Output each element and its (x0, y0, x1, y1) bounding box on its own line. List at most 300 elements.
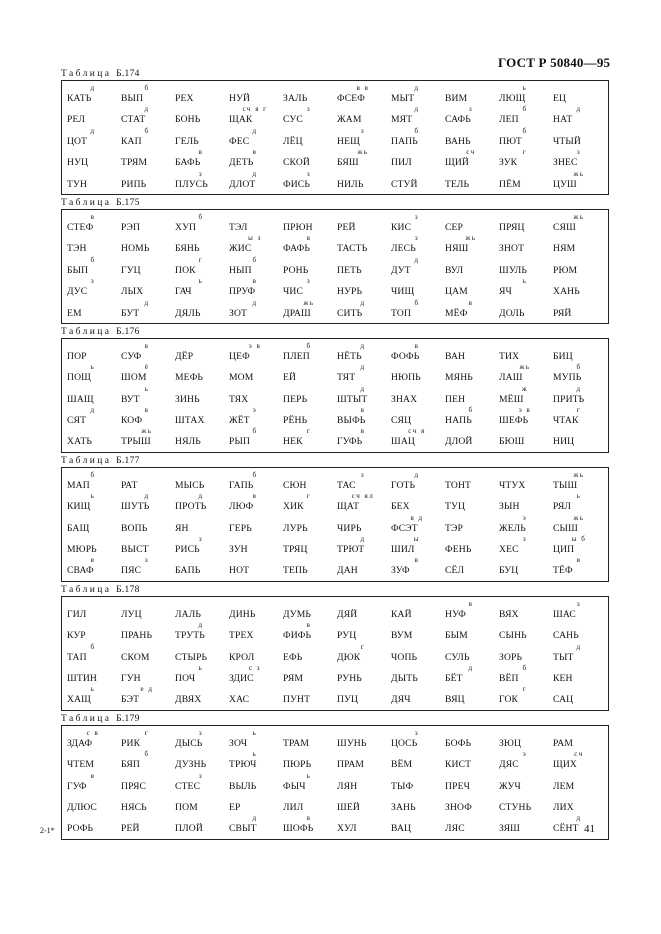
word-annotation: б (414, 126, 420, 135)
word-cell (228, 106, 282, 127)
word-text: ТЕПЬ (283, 565, 308, 577)
word-annotation: в (360, 427, 366, 436)
word-cell (174, 751, 228, 772)
table-row (66, 300, 604, 321)
word-cell (174, 128, 228, 149)
table-row (66, 235, 604, 256)
word-annotation: з (198, 169, 204, 178)
word-annotation (174, 364, 228, 371)
word-annotation: б (90, 470, 96, 479)
word-cell (552, 751, 606, 772)
word-annotation: жь (573, 470, 585, 479)
word-text: ТАСТЬ (337, 243, 368, 255)
table-row (66, 472, 604, 493)
word-text: ШАС (553, 608, 576, 620)
word-annotation (336, 601, 390, 608)
word-cell (174, 278, 228, 299)
word-annotation: в (360, 406, 366, 415)
word-annotation (552, 235, 606, 242)
word-annotation (174, 85, 228, 92)
word-annotation (66, 149, 120, 156)
word-text: НОМЬ (121, 243, 150, 255)
word-annotation: д (144, 298, 150, 307)
word-cell (282, 815, 336, 836)
word-annotation: г (306, 427, 312, 436)
word-text: НЁТЬ (337, 350, 362, 362)
word-annotation (336, 622, 390, 629)
word-annotation: б (522, 126, 528, 135)
word-annotation: в (468, 298, 474, 307)
word-annotation (552, 622, 606, 629)
word-cell (552, 773, 606, 794)
word-annotation: д (90, 406, 96, 415)
word-cell (498, 407, 552, 428)
word-cell (498, 665, 552, 686)
word-cell (444, 106, 498, 127)
word-cell (120, 794, 174, 815)
word-text: БАЩ (67, 522, 90, 534)
word-annotation: в (90, 771, 96, 780)
word-cell (228, 751, 282, 772)
word-annotation: в (306, 234, 312, 243)
word-text: ГЕРЬ (229, 522, 252, 534)
word-text: ЗУК (499, 157, 518, 169)
word-cell (336, 515, 390, 536)
word-annotation: д (414, 105, 420, 114)
word-text: ДУТ (391, 264, 411, 276)
word-text: ПЁМ (499, 178, 521, 190)
word-annotation: сч (466, 148, 476, 157)
word-text: МЮРЬ (67, 544, 97, 556)
word-text: НЫП (229, 264, 252, 276)
word-cell (390, 794, 444, 815)
word-text: КАП (121, 135, 142, 147)
word-table (61, 338, 609, 453)
word-annotation (444, 257, 498, 264)
word-annotation: ь (90, 492, 96, 501)
word-annotation (174, 515, 228, 522)
word-text: ЦУШ (553, 178, 577, 190)
word-text: ЗЮЦ (499, 737, 522, 749)
word-cell (336, 85, 390, 106)
word-text: ТЫТ (553, 651, 574, 663)
table-caption (61, 326, 609, 338)
word-annotation: д (360, 363, 366, 372)
word-text: НЮПЬ (391, 372, 421, 384)
word-text: ФАФЬ (283, 243, 310, 255)
word-text: ТЫФ (391, 780, 414, 792)
word-text: РЕХ (175, 93, 194, 104)
word-text: ГЕЛЬ (175, 135, 199, 147)
word-annotation: г (576, 406, 582, 415)
word-cell (66, 622, 120, 643)
word-cell (174, 665, 228, 686)
word-text: СКОМ (121, 651, 150, 663)
table-row (66, 257, 604, 278)
word-text: ГУЦ (121, 264, 141, 276)
word-cell (498, 128, 552, 149)
word-cell (444, 300, 498, 321)
word-text: ТРЯМ (121, 157, 148, 169)
word-annotation: д (576, 642, 582, 651)
word-annotation (282, 686, 336, 693)
word-table (61, 467, 609, 582)
table-row (66, 536, 604, 557)
word-cell (444, 85, 498, 106)
word-cell (174, 343, 228, 364)
word-annotation (552, 257, 606, 264)
table-caption (61, 68, 609, 80)
word-text: СТУНЬ (499, 801, 532, 813)
word-text: РОФЬ (67, 823, 94, 835)
word-cell (552, 601, 606, 622)
word-annotation (120, 622, 174, 629)
word-text: ЗУН (229, 544, 248, 556)
word-text: ШТАХ (175, 415, 205, 427)
word-annotation (174, 472, 228, 479)
word-annotation: в (144, 406, 150, 415)
word-text: ТРАМ (283, 737, 310, 749)
word-text: НАПЬ (445, 415, 472, 427)
word-cell (174, 428, 228, 449)
word-cell (336, 343, 390, 364)
word-annotation: з (198, 728, 204, 737)
word-annotation (552, 665, 606, 672)
word-text: МОМ (229, 372, 254, 384)
word-annotation (444, 644, 498, 651)
word-cell (552, 235, 606, 256)
word-annotation (552, 300, 606, 307)
word-text: ЦЕФ (229, 350, 250, 362)
word-cell (282, 515, 336, 536)
word-annotation (390, 815, 444, 822)
word-cell (444, 536, 498, 557)
word-text: ВЯЦ (445, 694, 465, 706)
word-cell (66, 386, 120, 407)
word-annotation (228, 85, 282, 92)
word-text: КИСТ (445, 759, 472, 771)
word-text: РЯМ (283, 672, 304, 684)
word-text: ПОЩ (67, 372, 91, 384)
word-cell (336, 622, 390, 643)
word-text: ПИЛ (391, 157, 412, 169)
word-text: КУР (67, 630, 86, 642)
word-annotation (120, 536, 174, 543)
word-cell (282, 794, 336, 815)
word-text: ПАПЬ (391, 135, 418, 147)
word-annotation (498, 493, 552, 500)
word-annotation (174, 815, 228, 822)
word-cell (228, 171, 282, 192)
word-annotation (498, 644, 552, 651)
word-cell (120, 815, 174, 836)
word-cell (66, 515, 120, 536)
word-annotation (66, 235, 120, 242)
word-annotation: з (576, 599, 582, 608)
word-cell (498, 773, 552, 794)
word-text: ЛЯС (445, 823, 465, 835)
word-text: ПРЯЦ (499, 221, 525, 233)
word-text: ВАЦ (391, 823, 412, 835)
word-text: ПРИТЬ (553, 393, 585, 405)
word-text: БОНЬ (175, 114, 201, 126)
word-cell (336, 300, 390, 321)
word-annotation (498, 214, 552, 221)
word-cell (336, 773, 390, 794)
word-text: ЦИП (553, 544, 575, 556)
word-cell (498, 428, 552, 449)
word-text: РЫП (229, 436, 251, 448)
footer-mark: 2-1* (40, 826, 55, 835)
word-table (61, 596, 609, 711)
word-annotation: г (360, 642, 366, 651)
word-annotation (444, 493, 498, 500)
tables-container (61, 68, 609, 842)
word-cell (498, 278, 552, 299)
word-annotation (66, 536, 120, 543)
word-annotation: в (252, 148, 258, 157)
word-text: ДИНЬ (229, 608, 256, 620)
word-annotation: ь (198, 277, 204, 286)
word-text: БЫП (67, 264, 89, 276)
word-cell (120, 149, 174, 170)
word-text: ВАНЬ (445, 135, 471, 147)
word-text: ЧИЩ (391, 286, 415, 298)
word-annotation: в (576, 556, 582, 565)
word-cell (228, 300, 282, 321)
table-caption-label: Таблица (61, 713, 117, 724)
word-annotation: д (252, 169, 258, 178)
word-annotation (282, 257, 336, 264)
word-text: БЯП (121, 759, 140, 771)
word-cell (390, 472, 444, 493)
word-annotation (282, 214, 336, 221)
word-text: КЕН (553, 672, 573, 684)
word-text: ЗДИС (229, 672, 254, 684)
word-cell (444, 644, 498, 665)
word-text: ЛУРЬ (283, 522, 308, 534)
word-text: НЯМ (553, 243, 576, 255)
word-annotation: жь (303, 298, 315, 307)
word-text: ШАЦ (391, 436, 415, 448)
table-row (66, 794, 604, 815)
word-annotation: жь (357, 148, 369, 157)
word-text: ЗНЕС (553, 157, 578, 169)
word-text: ГУФЬ (337, 436, 363, 448)
word-cell (444, 815, 498, 836)
word-text: БЮШ (499, 436, 525, 448)
word-text: ШУТЬ (121, 501, 150, 513)
word-text: ПЕРЬ (283, 393, 308, 405)
word-text: ЯН (175, 522, 189, 534)
word-text: ВУТ (121, 393, 140, 405)
word-annotation (498, 601, 552, 608)
word-text: ТУН (67, 178, 88, 190)
word-annotation (174, 106, 228, 113)
word-annotation: г (144, 728, 150, 737)
word-cell (174, 364, 228, 385)
word-text: ФЕС (229, 135, 250, 147)
word-cell (390, 644, 444, 665)
word-text: БОФЬ (445, 737, 472, 749)
word-annotation: д (252, 126, 258, 135)
word-text: ЖИС (229, 243, 252, 255)
word-annotation (444, 214, 498, 221)
word-annotation (390, 751, 444, 758)
word-cell (66, 171, 120, 192)
word-text: ПЯС (121, 565, 142, 577)
word-annotation (390, 278, 444, 285)
word-cell (336, 428, 390, 449)
word-annotation: б (522, 105, 528, 114)
word-annotation: д (90, 84, 96, 92)
word-annotation (390, 644, 444, 651)
word-annotation: б (306, 341, 312, 350)
word-cell (390, 557, 444, 578)
word-text: ЛЕМ (553, 780, 575, 792)
word-cell (552, 622, 606, 643)
table-row (66, 106, 604, 127)
word-annotation (498, 343, 552, 350)
word-text: ЛИХ (553, 801, 574, 813)
word-annotation: г (198, 255, 204, 264)
table-caption-number: Б.179 (116, 713, 140, 724)
word-cell (174, 300, 228, 321)
word-cell (120, 214, 174, 235)
word-cell (174, 235, 228, 256)
word-cell (282, 386, 336, 407)
word-text: ТАП (67, 651, 87, 663)
word-cell (390, 536, 444, 557)
word-text: РИПЬ (121, 178, 147, 190)
word-cell (498, 214, 552, 235)
table-caption-label: Таблица (61, 584, 117, 595)
word-cell (120, 686, 174, 707)
word-text: РЕЙ (121, 823, 140, 835)
word-text: СУС (283, 114, 303, 126)
word-text: ВОПЬ (121, 522, 148, 534)
word-cell (444, 386, 498, 407)
word-text: ВЫП (121, 93, 144, 104)
word-text: ХИК (283, 501, 304, 513)
word-cell (174, 171, 228, 192)
word-text: ФЫЧ (283, 780, 306, 792)
word-cell (498, 171, 552, 192)
word-cell (444, 214, 498, 235)
word-annotation (120, 515, 174, 522)
word-cell (336, 257, 390, 278)
word-annotation (66, 428, 120, 435)
word-cell (66, 665, 120, 686)
word-annotation (282, 386, 336, 393)
word-cell (498, 686, 552, 707)
word-annotation (66, 171, 120, 178)
word-text: РЭП (121, 221, 141, 233)
word-cell (336, 557, 390, 578)
word-annotation (120, 171, 174, 178)
word-annotation (444, 128, 498, 135)
word-cell (120, 128, 174, 149)
word-annotation: з (198, 771, 204, 780)
word-annotation (120, 794, 174, 801)
word-cell (174, 773, 228, 794)
word-text: ГУН (121, 672, 141, 684)
word-cell (282, 493, 336, 514)
word-text: ХУП (175, 221, 197, 233)
word-annotation: б (252, 427, 258, 436)
word-annotation: сч я (408, 427, 426, 436)
word-cell (120, 472, 174, 493)
word-annotation: б (144, 126, 150, 135)
word-cell (120, 665, 174, 686)
word-annotation: б (414, 298, 420, 307)
word-text: МЯТ (391, 114, 413, 126)
word-annotation (228, 601, 282, 608)
word-cell (228, 601, 282, 622)
word-text: ТЭР (445, 522, 463, 534)
word-cell (498, 235, 552, 256)
word-text: ЧТЕМ (67, 759, 95, 771)
word-annotation (282, 557, 336, 564)
word-text: ШЕФЬ (499, 415, 529, 427)
word-text: СЁНТ (553, 823, 579, 835)
word-annotation (228, 364, 282, 371)
word-cell (336, 407, 390, 428)
word-text: ДЕТЬ (229, 157, 254, 169)
word-text: ЦОСЬ (391, 737, 418, 749)
word-annotation (336, 515, 390, 522)
word-cell (174, 557, 228, 578)
word-text: ЦОТ (67, 135, 88, 147)
table-caption-label: Таблица (61, 455, 117, 466)
word-annotation: б (144, 750, 150, 759)
word-text: СЯЦ (391, 415, 412, 427)
word-cell (228, 364, 282, 385)
word-cell (336, 235, 390, 256)
word-text: ШЕЙ (337, 801, 360, 813)
word-text: ПРУФ (229, 286, 256, 298)
word-cell (336, 386, 390, 407)
word-cell (336, 128, 390, 149)
word-text: ДЯЧ (391, 694, 411, 706)
word-text: САФЬ (445, 114, 471, 126)
word-text: СТЫРЬ (175, 651, 208, 663)
word-cell (120, 343, 174, 364)
word-annotation (498, 773, 552, 780)
word-text: БЫМ (445, 630, 468, 642)
word-cell (282, 686, 336, 707)
table-row (66, 343, 604, 364)
word-annotation (444, 171, 498, 178)
word-text: СТЕФ (67, 221, 94, 233)
word-annotation (336, 106, 390, 113)
word-cell (390, 815, 444, 836)
word-cell (498, 300, 552, 321)
word-cell (444, 515, 498, 536)
word-annotation: сч (574, 750, 584, 759)
word-text: ТРЫШ (121, 436, 151, 448)
word-text: СЫНЬ (499, 630, 527, 642)
word-cell (174, 686, 228, 707)
word-annotation: жь (141, 427, 153, 436)
word-text: ПЮТ (499, 135, 522, 147)
word-cell (66, 428, 120, 449)
word-cell (228, 773, 282, 794)
word-text: ПРОТЬ (175, 501, 207, 513)
word-text: ТРЮЧ (229, 759, 257, 771)
word-cell (552, 644, 606, 665)
word-text: НЯЛЬ (175, 436, 201, 448)
